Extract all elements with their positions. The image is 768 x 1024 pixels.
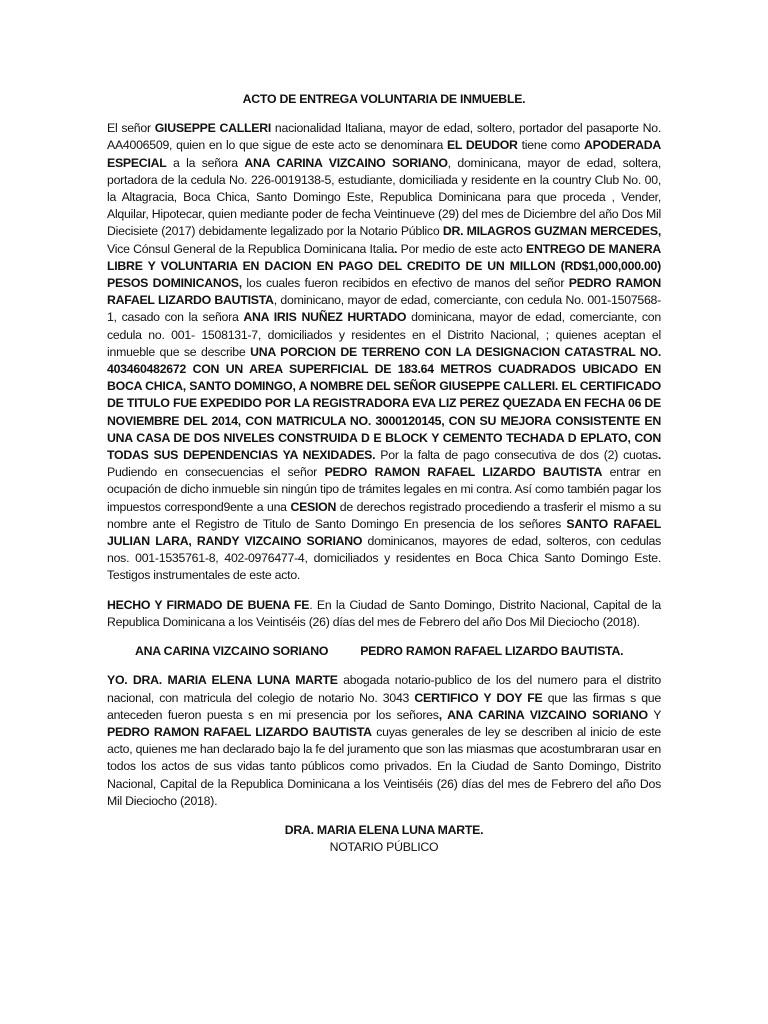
text-segment: Pudiendo en consecuencias el señor bbox=[107, 465, 325, 480]
text-segment: Y bbox=[647, 707, 661, 722]
notary-title: NOTARIO PÚBLICO bbox=[329, 840, 439, 855]
bold-text-segment: ANA IRIS NUÑEZ HURTADO bbox=[243, 310, 407, 325]
text-segment: cuyas generales de ley se describen al inicio de este acto, quienes me han declarado bajo la fe del juramento que son las miasmas que acostumbraran usar en todos los actos de sus vidas tanto públicos como privados. En la Ciudad de Santo Domingo, Distrito Nacional, Capital de la Republica Dominicana a los Veintiséis (26) días del mes de Febrero del año Dos Mil Dieciocho (2018). bbox=[107, 724, 661, 808]
text-segment: entrar en ocupación de dicho inmueble sin ningún tipo de trámites legales en mi contra. Así como también pagar los impuestos correspond9ente a una bbox=[107, 465, 661, 514]
bold-text-segment: CESION bbox=[290, 499, 337, 514]
notary-signature-block bbox=[107, 822, 661, 856]
text-segment: El señor bbox=[107, 121, 155, 136]
bold-text-segment: SANTO RAFAEL JULIAN LARA, RANDY VIZCAINO SORIANO bbox=[107, 516, 662, 549]
text-segment: Por medio de este acto bbox=[397, 241, 527, 256]
bold-text-segment: . bbox=[657, 448, 661, 463]
bold-text-segment: ANA CARINA VIZCAINO SORIANO bbox=[244, 155, 448, 170]
text-segment: abogada notario-publico de los del numero para el distrito nacional, con matricula del colegio de notario No. 3043 bbox=[107, 673, 662, 705]
signature-name-1: ANA CARINA VIZCAINO SORIANO bbox=[135, 644, 329, 659]
bold-text-segment: YO. DRA. MARIA ELENA LUNA MARTE bbox=[107, 673, 338, 688]
text-segment: que las firmas s que anteceden fueron puesta s en mi presencia por los señores bbox=[107, 690, 661, 722]
text-segment: Por la falta de pago consecutiva de dos (2) cuotas bbox=[375, 448, 658, 463]
bold-text-segment: EL DEUDOR bbox=[446, 138, 518, 153]
main-paragraph bbox=[107, 120, 661, 584]
document-title: ACTO DE ENTREGA VOLUNTARIA DE INMUEBLE. bbox=[242, 92, 526, 106]
text-segment: , dominicana, mayor de edad, soltera, portadora de la cedula No. 226-0019138-5, estudiante, domiciliada y residente en la country Club No. 00, la Altagracia, Boca Chica, Santo Domingo Este, Republica Dominicana para que proceda , Vender, Alquilar, Hipotecar, quien mediante poder de fecha Veintinueve (29) del mes de Diciembre del año Dos Mil Diecisiete (2017) debidamente legalizado por la Notario Público bbox=[107, 155, 661, 239]
bold-text-segment: ENTREGO DE MANERA LIBRE Y VOLUNTARIA EN DACION EN PAGO DEL CREDITO DE UN MILLON (RD$1,000,000.00) PESOS DOMINICANOS, bbox=[107, 241, 661, 291]
bold-text-segment: GIUSEPPE CALLERI bbox=[154, 121, 272, 136]
bold-text-segment: DR. MILAGROS GUZMAN MERCEDES, bbox=[442, 224, 662, 239]
text-segment: , dominicano, mayor de edad, comerciante, con cedula No. 001-1507568-1, casado con la señora bbox=[107, 293, 661, 325]
text-segment: dominicana, mayor de edad, comerciante, con cedula no. 001- 1508131-7, domiciliados y residentes en el Distrito Nacional, ; quienes aceptan el inmueble que se describe bbox=[107, 310, 661, 359]
notary-paragraph bbox=[107, 672, 661, 810]
text-segment: dominicanos, mayores de edad, solteros, con cedulas nos. 001-1535761-8, 402-0976477-4, domiciliados y residentes en Boca Chica Santo Domingo Este. Testigos instrumentales de este acto. bbox=[107, 534, 661, 583]
bold-text-segment: PEDRO RAMON RAFAEL LIZARDO BAUTISTA bbox=[107, 276, 661, 308]
bold-text-segment: UNA PORCION DE TERRENO CON LA DESIGNACION CATASTRAL NO. 403460482672 CON UN AREA SUPERFICIAL DE 183.64 METROS CUADRADOS UBICADO EN BOCA CHICA, SANTO DOMINGO, A NOMBRE DEL SEÑOR GIUSEPPE CALLERI. EL CERTIFICADO DE TITULO FUE EXPEDIDO POR LA REGISTRADORA EVA LIZ PEREZ QUEZADA EN FECHA 06 DE NOVIEMBRE DEL 2014, CON MATRICULA NO. 3000120145, CON SU MEJORA CONSISTENTE EN UNA CASA DE DOS NIVELES CONSTRUIDA D E BLOCK Y CEMENTO TECHADA D EPLATO, CON TODAS SUS DEPENDENCIAS YA NEXIDADES. bbox=[107, 344, 661, 463]
bold-text-segment: . bbox=[394, 241, 398, 256]
bold-text-segment: PEDRO RAMON RAFAEL LIZARDO BAUTISTA bbox=[324, 465, 603, 480]
text-segment: Vice Cónsul General de la Republica Dominicana Italia bbox=[107, 241, 395, 256]
bold-text-segment: , ANA CARINA VIZCAINO SORIANO bbox=[438, 707, 648, 722]
text-segment: . En la Ciudad de Santo Domingo, Distrito Nacional, Capital de la Republica Dominicana a los Veintiséis (26) días del mes de Febrero del año Dos Mil Dieciocho (2018). bbox=[107, 597, 661, 629]
text-segment: los cuales fueron recibidos en efectivo de manos del señor bbox=[241, 276, 569, 291]
bold-text-segment: APODERADA ESPECIAL bbox=[107, 138, 661, 170]
bold-text-segment: CERTIFICO Y DOY FE bbox=[414, 690, 543, 705]
text-segment: nacionalidad Italiana, mayor de edad, soltero, portador del pasaporte No. AA4006509, quien en lo que sigue de este acto se denominara bbox=[107, 121, 661, 153]
document-page bbox=[107, 91, 661, 856]
notary-name: DRA. MARIA ELENA LUNA MARTE. bbox=[284, 822, 484, 837]
signature-line bbox=[135, 643, 661, 660]
signature-name-2: PEDRO RAMON RAFAEL LIZARDO BAUTISTA. bbox=[360, 644, 624, 659]
text-segment: de derechos registrado procediendo a trasferir el mismo a su nombre ante el Registro de Titulo de Santo Domingo En presencia de los señores bbox=[107, 499, 661, 531]
signed-paragraph bbox=[107, 597, 661, 631]
bold-text-segment: PEDRO RAMON RAFAEL LIZARDO BAUTISTA bbox=[107, 724, 372, 739]
bold-text-segment: HECHO Y FIRMADO DE BUENA FE bbox=[107, 597, 310, 612]
text-segment: a la señora bbox=[166, 155, 245, 170]
text-segment: tiene como bbox=[517, 138, 584, 153]
